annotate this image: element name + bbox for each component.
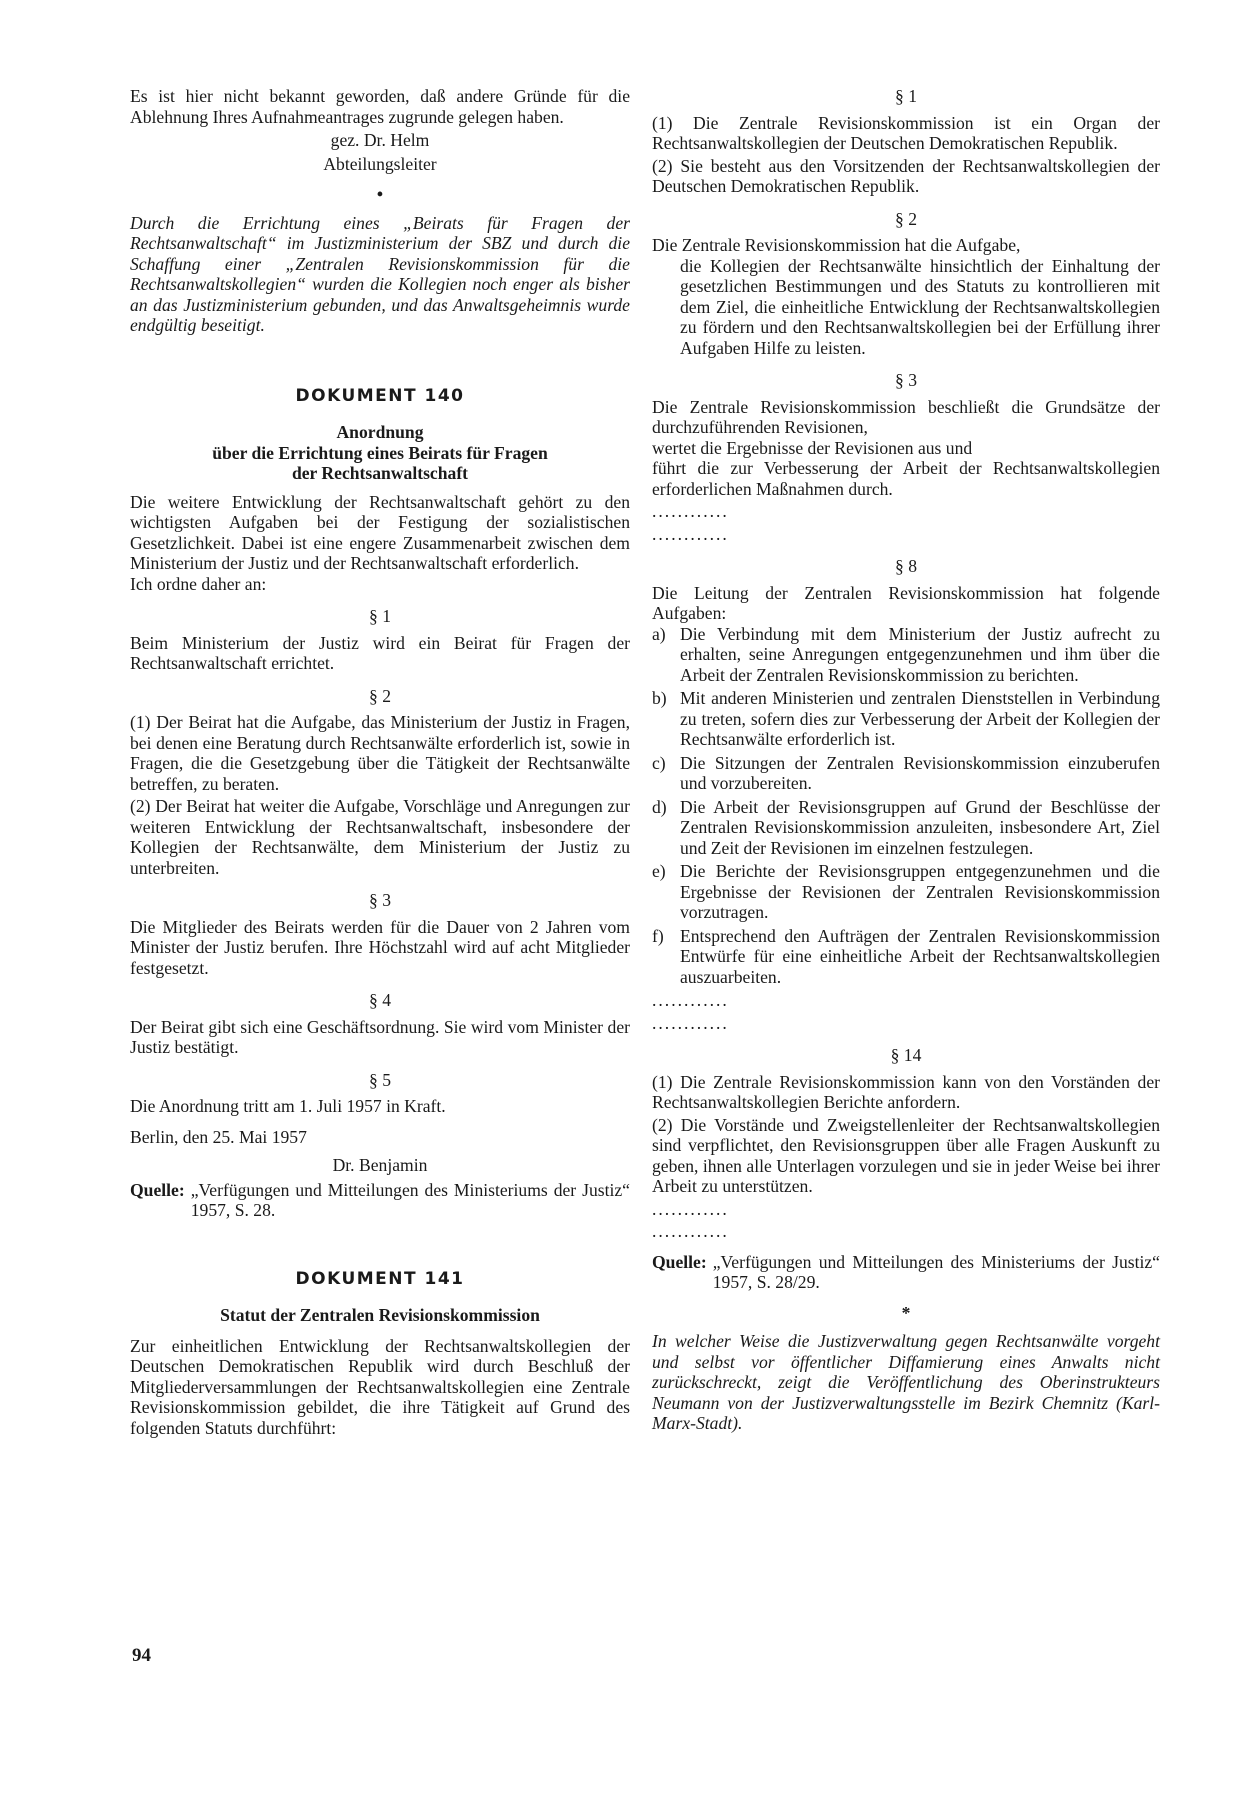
statute-section-8-intro: Die Leitung der Zentralen Revisionskommission hat folgende Aufgaben: [652,582,1160,623]
statute-section-8-title: § 8 [895,556,917,576]
list-item-text: Die Verbindung mit dem Ministerium der Justiz aufrecht zu erhalten, seine Anregungen entgegenzunehmen und ihm über die Arbeit der Zentralen Revisionskommission zu berichten. [680,623,1160,685]
list-item-label: c) [652,752,666,773]
list-item-label: a) [652,623,666,644]
section-5-title: § 5 [369,1069,391,1090]
statute-section-3-title: § 3 [895,370,917,390]
closing-commentary: In welcher Weise die Justizverwaltung gegen Rechtsanwälte vorgeht und selbst vor öffentlicher Diffamierung eines Anwalts nicht zurückschreckt, zeigt die Veröffentlichung des Oberinstrukteurs Neumann von der Justizverwaltungsstelle im Bezirk Chemnitz (Karl-Marx-Stadt). [652,1331,1160,1433]
omission-dots: ............ [652,990,729,1010]
list-item-text: Die Berichte der Revisionsgruppen entgegenzunehmen und die Ergebnisse der Revisionen der Zentralen Revisionskommission vorzutragen. [680,861,1160,922]
list-item [652,861,1160,923]
list-item-label: d) [652,796,667,817]
list-item [652,926,1160,988]
list-item-label: f) [652,925,664,946]
list-item [652,753,1160,794]
intro-paragraph: Es ist hier nicht bekannt geworden, daß andere Gründe für die Ablehnung Ihres Aufnahmeantrages zugrunde gelegen haben. [130,86,630,127]
statute-section-3-line-1: Die Zentrale Revisionskommission beschließt die Grundsätze der durchzuführenden Revisionen, [652,396,1160,437]
signature: gez. Dr. Helm [330,130,430,150]
section-1-text: Beim Ministerium der Justiz wird ein Beirat für Fragen der Rechtsanwaltschaft errichtet. [130,632,630,673]
list-item-text: Die Arbeit der Revisionsgruppen auf Grund der Beschlüsse der Zentralen Revisionskommission anzuleiten, insbesondere Art, Ziel und Zeit der Revisionen im einzelnen festzulegen. [680,796,1160,858]
document-140-heading: DOKUMENT 140 [295,385,465,406]
omission-dots: ............ [652,501,729,521]
section-3-title: § 3 [369,890,391,910]
section-1-title: § 1 [369,606,391,626]
document-140-date: Berlin, den 25. Mai 1957 [130,1126,307,1147]
omission-dots: ............ [652,1198,729,1219]
statute-section-14-paragraph-2: (2) Die Vorstände und Zweigstellenleiter der Rechtsanwaltskollegien sind verpflichtet, den Revisionsgruppen über alle Fragen Auskunft zu geben, ihnen alle Unterlagen vorzulegen und sie in jeder Weise bei ihrer Arbeit zu unterstützen. [652,1114,1160,1196]
document-140-order: Ich ordne daher an: [130,573,267,594]
page-number: 94 [132,1645,151,1666]
document-140-signer: Dr. Benjamin [332,1155,428,1175]
list-item-label: b) [652,688,667,708]
statute-section-2-intro: Die Zentrale Revisionskommission hat die Aufgabe, [652,235,1021,255]
section-2-paragraph-2: (2) Der Beirat hat weiter die Aufgabe, Vorschläge und Anregungen zur weiteren Entwicklung der Rechtsanwaltschaft, insbesondere der Kollegien der Rechtsanwälte, dem Ministerium der Justiz zu unterbreiten. [130,796,630,878]
statute-section-14-title: § 14 [890,1045,922,1065]
source-label: Quelle: [652,1251,707,1272]
separator-bullet: • [376,184,384,204]
omission-dots: ............ [652,523,729,544]
document-140-subtitle: der Rechtsanwaltschaft [291,463,469,483]
section-2-title: § 2 [369,685,391,706]
document-141-source [652,1252,1160,1293]
statute-section-14-paragraph-1: (1) Die Zentrale Revisionskommission kann von den Vorständen der Rechtsanwaltskollegien Berichte anfordern. [652,1071,1160,1112]
statute-section-2-title: § 2 [895,208,917,229]
signature-title: Abteilungsleiter [323,153,437,174]
omission-dots: ............ [652,1221,729,1241]
source-label: Quelle: [130,1179,185,1200]
omission-dots: ............ [652,1012,729,1033]
statute-section-1-title: § 1 [895,86,917,106]
list-item [652,797,1160,859]
document-140-source [130,1180,630,1221]
statute-section-1-paragraph-1: (1) Die Zentrale Revisionskommission ist ein Organ der Rechtsanwaltskollegien der Deutschen Demokratischen Republik. [652,112,1160,153]
list-item-text: Die Sitzungen der Zentralen Revisionskommission einzuberufen und vorzubereiten. [680,752,1160,793]
source-text: „Verfügungen und Mitteilungen des Ministeriums der Justiz“ 1957, S. 28/29. [712,1251,1160,1292]
section-5-text: Die Anordnung tritt am 1. Juli 1957 in Kraft. [130,1096,446,1116]
section-2-paragraph-1: (1) Der Beirat hat die Aufgabe, das Ministerium der Justiz in Fragen, bei denen eine Beratung durch Rechtsanwälte erforderlich ist, sowie in Fragen, die die Gesetzgebung über die Tätigkeit der Rechtsanwälte betreffen, zu beraten. [130,712,630,794]
document-141-preamble: Zur einheitlichen Entwicklung der Rechtsanwaltskollegien der Deutschen Demokratischen Republik wird durch Beschluß der Mitgliederversammlungen der Rechtsanwaltskollegien eine Zentrale Revisionskommission gebildet, die ihre Tätigkeit auf Grund des folgenden Statuts durchführt: [130,1335,630,1438]
section-3-text: Die Mitglieder des Beirats werden für die Dauer von 2 Jahren vom Minister der Justiz berufen. Ihre Höchstzahl wird auf acht Mitglieder festgesetzt. [130,916,630,978]
statute-section-3-line-2: wertet die Ergebnisse der Revisionen aus und [652,437,973,458]
document-140-preamble: Die weitere Entwicklung der Rechtsanwaltschaft gehört zu den wichtigsten Aufgaben bei der Festigung der sozialistischen Gesetzlichkeit. Dabei ist eine engere Zusammenarbeit zwischen dem Ministerium der Justiz und der Rechtsanwaltschaft erforderlich. [130,491,630,573]
list-item-text: Mit anderen Ministerien und zentralen Dienststellen in Verbindung zu treten, sofern dies zur Verbesserung der Arbeit der Kollegien der Rechtsanwälte erforderlich ist. [680,688,1160,749]
left-column [130,86,630,1438]
document-141-heading: DOKUMENT 141 [295,1268,465,1289]
right-column [652,86,1160,1434]
statute-section-1-paragraph-2: (2) Sie besteht aus den Vorsitzenden der Rechtsanwaltskollegien der Deutschen Demokratischen Republik. [652,155,1160,196]
section-4-title: § 4 [369,990,391,1010]
list-item-label: e) [652,861,666,881]
document-140-subtitle: über die Errichtung eines Beirats für Fragen [212,442,548,463]
list-item [652,624,1160,686]
document-140-subtitle: Anordnung [336,422,424,442]
document-141-subtitle: Statut der Zentralen Revisionskommission [220,1305,540,1325]
list-item-text: Entsprechend den Aufträgen der Zentralen Revisionskommission Entwürfe für eine einheitliche Arbeit der Rechtsanwaltskollegien auszuarbeiten. [680,925,1160,987]
section-4-text: Der Beirat gibt sich eine Geschäftsordnung. Sie wird vom Minister der Justiz bestätigt. [130,1016,630,1057]
statute-section-3-line-3: führt die zur Verbesserung der Arbeit der Rechtsanwaltskollegien erforderlichen Maßnahmen durch. [652,458,1160,499]
source-text: „Verfügungen und Mitteilungen des Ministeriums der Justiz“ 1957, S. 28. [190,1179,630,1220]
statute-section-2-text: die Kollegien der Rechtsanwälte hinsichtlich der Einhaltung der gesetzlichen Bestimmungen und des Statuts zu kontrollieren mit dem Ziel, die einheitliche Entwicklung der Rechtsanwaltskollegien zu fördern und den Rechtsanwaltskollegien bei der Erfüllung ihrer Aufgaben Hilfe zu leisten. [680,255,1160,358]
separator-asterisk: * [901,1302,911,1323]
commentary-paragraph: Durch die Errichtung eines „Beirats für Fragen der Rechtsanwaltschaft“ im Justizministerium der SBZ und durch die Schaffung einer „Zentralen Revisionskommission für die Rechtsanwaltskollegien“ wurden die Kollegien noch enger als bisher an das Justizministerium gebunden, und das Anwaltsgeheimnis wurde endgültig beseitigt. [130,212,630,335]
list-item [652,688,1160,750]
